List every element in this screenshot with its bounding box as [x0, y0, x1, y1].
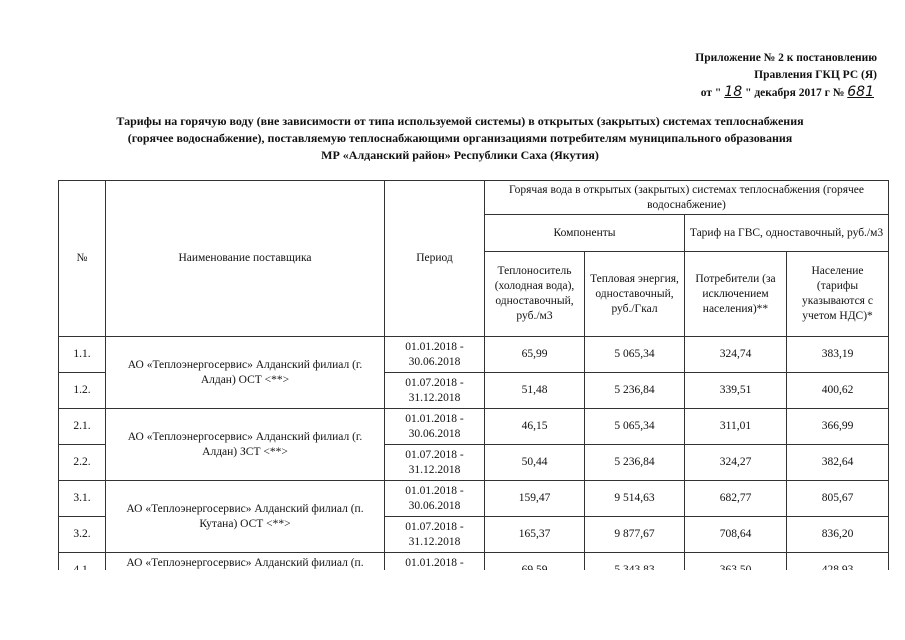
supplier-name: АО «Теплоэнергосервис» Алданский филиал (г. Алдан) ЗСТ <**>: [106, 409, 385, 481]
thermal-value: 9 877,67: [585, 517, 685, 553]
row-number: 3.2.: [59, 517, 106, 553]
consumers-tariff: 339,51: [685, 373, 787, 409]
supplier-name: АО «Теплоэнергосервис» Алданский филиал (п.: [106, 553, 385, 589]
approval-header: [695, 50, 877, 102]
consumers-tariff: 324,74: [685, 337, 787, 373]
consumers-tariff: 708,64: [685, 517, 787, 553]
table-row: [59, 409, 889, 445]
supplier-name: АО «Теплоэнергосервис» Алданский филиал (п. Кутана) ОСТ <**>: [106, 481, 385, 553]
thermal-value: 9 514,63: [585, 481, 685, 517]
row-number: 1.1.: [59, 337, 106, 373]
header-supplier: Наименование поставщика: [106, 181, 385, 337]
table-header: [59, 181, 889, 337]
row-number: 2.1.: [59, 409, 106, 445]
period-cell: 01.01.2018 -: [385, 553, 485, 589]
consumers-tariff: 311,01: [685, 409, 787, 445]
header-date-prefix: от ": [700, 87, 722, 99]
title-line-3: МР «Алданский район» Республики Саха (Якутия): [321, 148, 599, 162]
title-line-1: Тарифы на горячую воду (вне зависимости от типа используемой системы) в открытых (закрытых) системах теплоснабжения: [116, 114, 804, 128]
header-line-3: [695, 84, 877, 102]
header-coolant: Теплоноситель (холодная вода), одноставочный, руб./м3: [485, 252, 585, 337]
period-cell: 01.01.2018 - 30.06.2018: [385, 409, 485, 445]
period-cell: 01.01.2018 - 30.06.2018: [385, 481, 485, 517]
header-period: Период: [385, 181, 485, 337]
coolant-value: 51,48: [485, 373, 585, 409]
header-components: Компоненты: [485, 215, 685, 252]
population-tariff: 382,64: [787, 445, 889, 481]
population-tariff: 366,99: [787, 409, 889, 445]
handwritten-day: 18: [724, 84, 743, 100]
row-number: 2.2.: [59, 445, 106, 481]
coolant-value: 159,47: [485, 481, 585, 517]
header-consumers: Потребители (за исключением населения)**: [685, 252, 787, 337]
header-num: №: [59, 181, 106, 337]
page-cutoff: [0, 570, 905, 640]
table-row: [59, 337, 889, 373]
tariff-table: [58, 180, 889, 589]
thermal-value: 5 065,34: [585, 337, 685, 373]
population-tariff: 836,20: [787, 517, 889, 553]
period-cell: 01.07.2018 - 31.12.2018: [385, 445, 485, 481]
thermal-value: 5 236,84: [585, 373, 685, 409]
header-line-2: Правления ГКЦ РС (Я): [754, 69, 877, 81]
document-title: [40, 113, 880, 164]
coolant-value: 65,99: [485, 337, 585, 373]
population-tariff: 805,67: [787, 481, 889, 517]
header-thermal: Тепловая энергия, одноставочный, руб./Гкал: [585, 252, 685, 337]
header-line-1: Приложение № 2 к постановлению: [695, 52, 877, 64]
consumers-tariff: 682,77: [685, 481, 787, 517]
handwritten-number: 681: [847, 84, 874, 100]
header-tariff-gvs: Тариф на ГВС, одноставочный, руб./м3: [685, 215, 889, 252]
population-tariff: 400,62: [787, 373, 889, 409]
thermal-value: 5 236,84: [585, 445, 685, 481]
thermal-value: 5 065,34: [585, 409, 685, 445]
period-cell: 01.01.2018 - 30.06.2018: [385, 337, 485, 373]
period-cell: 01.07.2018 - 31.12.2018: [385, 373, 485, 409]
header-population: Население (тарифы указываются с учетом НДС)*: [787, 252, 889, 337]
coolant-value: 165,37: [485, 517, 585, 553]
header-group: Горячая вода в открытых (закрытых) системах теплоснабжения (горячее водоснабжение): [485, 181, 889, 215]
table-body: [59, 337, 889, 589]
population-tariff: 383,19: [787, 337, 889, 373]
row-number: 1.2.: [59, 373, 106, 409]
supplier-name: АО «Теплоэнергосервис» Алданский филиал (г. Алдан) ОСТ <**>: [106, 337, 385, 409]
consumers-tariff: 324,27: [685, 445, 787, 481]
period-cell: 01.07.2018 - 31.12.2018: [385, 517, 485, 553]
header-date-middle: " декабря 2017 г №: [745, 87, 845, 99]
row-number: 3.1.: [59, 481, 106, 517]
table-row: [59, 481, 889, 517]
title-line-2: (горячее водоснабжение), поставляемую теплоснабжающими организациями потребителям муниципального образования: [127, 131, 793, 145]
coolant-value: 46,15: [485, 409, 585, 445]
coolant-value: 50,44: [485, 445, 585, 481]
